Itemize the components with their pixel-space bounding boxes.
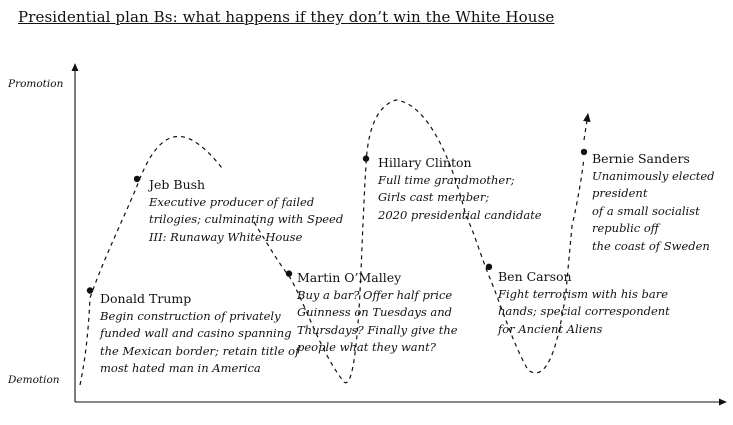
annotation-donald-trump [100, 290, 299, 378]
point-label: Jeb Bush [149, 177, 206, 192]
y-label-top: Promotion [8, 78, 64, 90]
data-point-0 [87, 287, 93, 293]
point-label: Martin O’Malley [297, 270, 402, 285]
point-label: Donald Trump [100, 291, 192, 306]
point-desc: Begin construction of privately funded wall and casino spanning the Mexican border; retain title of most hated man in America [100, 308, 300, 375]
annotation-hillary-clinton [378, 154, 542, 224]
series-arrow [584, 114, 588, 140]
point-label: Bernie Sanders [592, 151, 690, 166]
annotation-martin-omalley [297, 269, 458, 357]
point-desc: Buy a bar? Offer half price Guinness on Tuesdays and Thursdays? Finally give the people what they want? [297, 287, 458, 354]
point-label: Ben Carson [498, 269, 572, 284]
point-desc: Unanimously elected president of a small socialist republic off the coast of Sweden [592, 168, 715, 253]
chart-title: Presidential plan Bs: what happens if they don’t win the White House [18, 8, 555, 26]
data-point-2 [286, 270, 292, 276]
data-point-1 [134, 176, 140, 182]
y-label-bottom: Demotion [8, 374, 60, 386]
annotation-jeb-bush [149, 176, 343, 246]
data-point-4 [486, 264, 492, 270]
data-point-3 [363, 155, 369, 161]
data-point-5 [581, 149, 587, 155]
point-desc: Full time grandmother; Girls cast member; 2020 presidential candidate [378, 172, 542, 222]
point-desc: Executive producer of failed trilogies; culminating with Speed III: Runaway White House [149, 194, 344, 244]
annotation-bernie-sanders [592, 150, 733, 255]
point-desc: Fight terrorism with his bare hands; special correspondent for Ancient Aliens [498, 286, 670, 336]
annotation-ben-carson [498, 268, 670, 338]
point-label: Hillary Clinton [378, 155, 472, 170]
